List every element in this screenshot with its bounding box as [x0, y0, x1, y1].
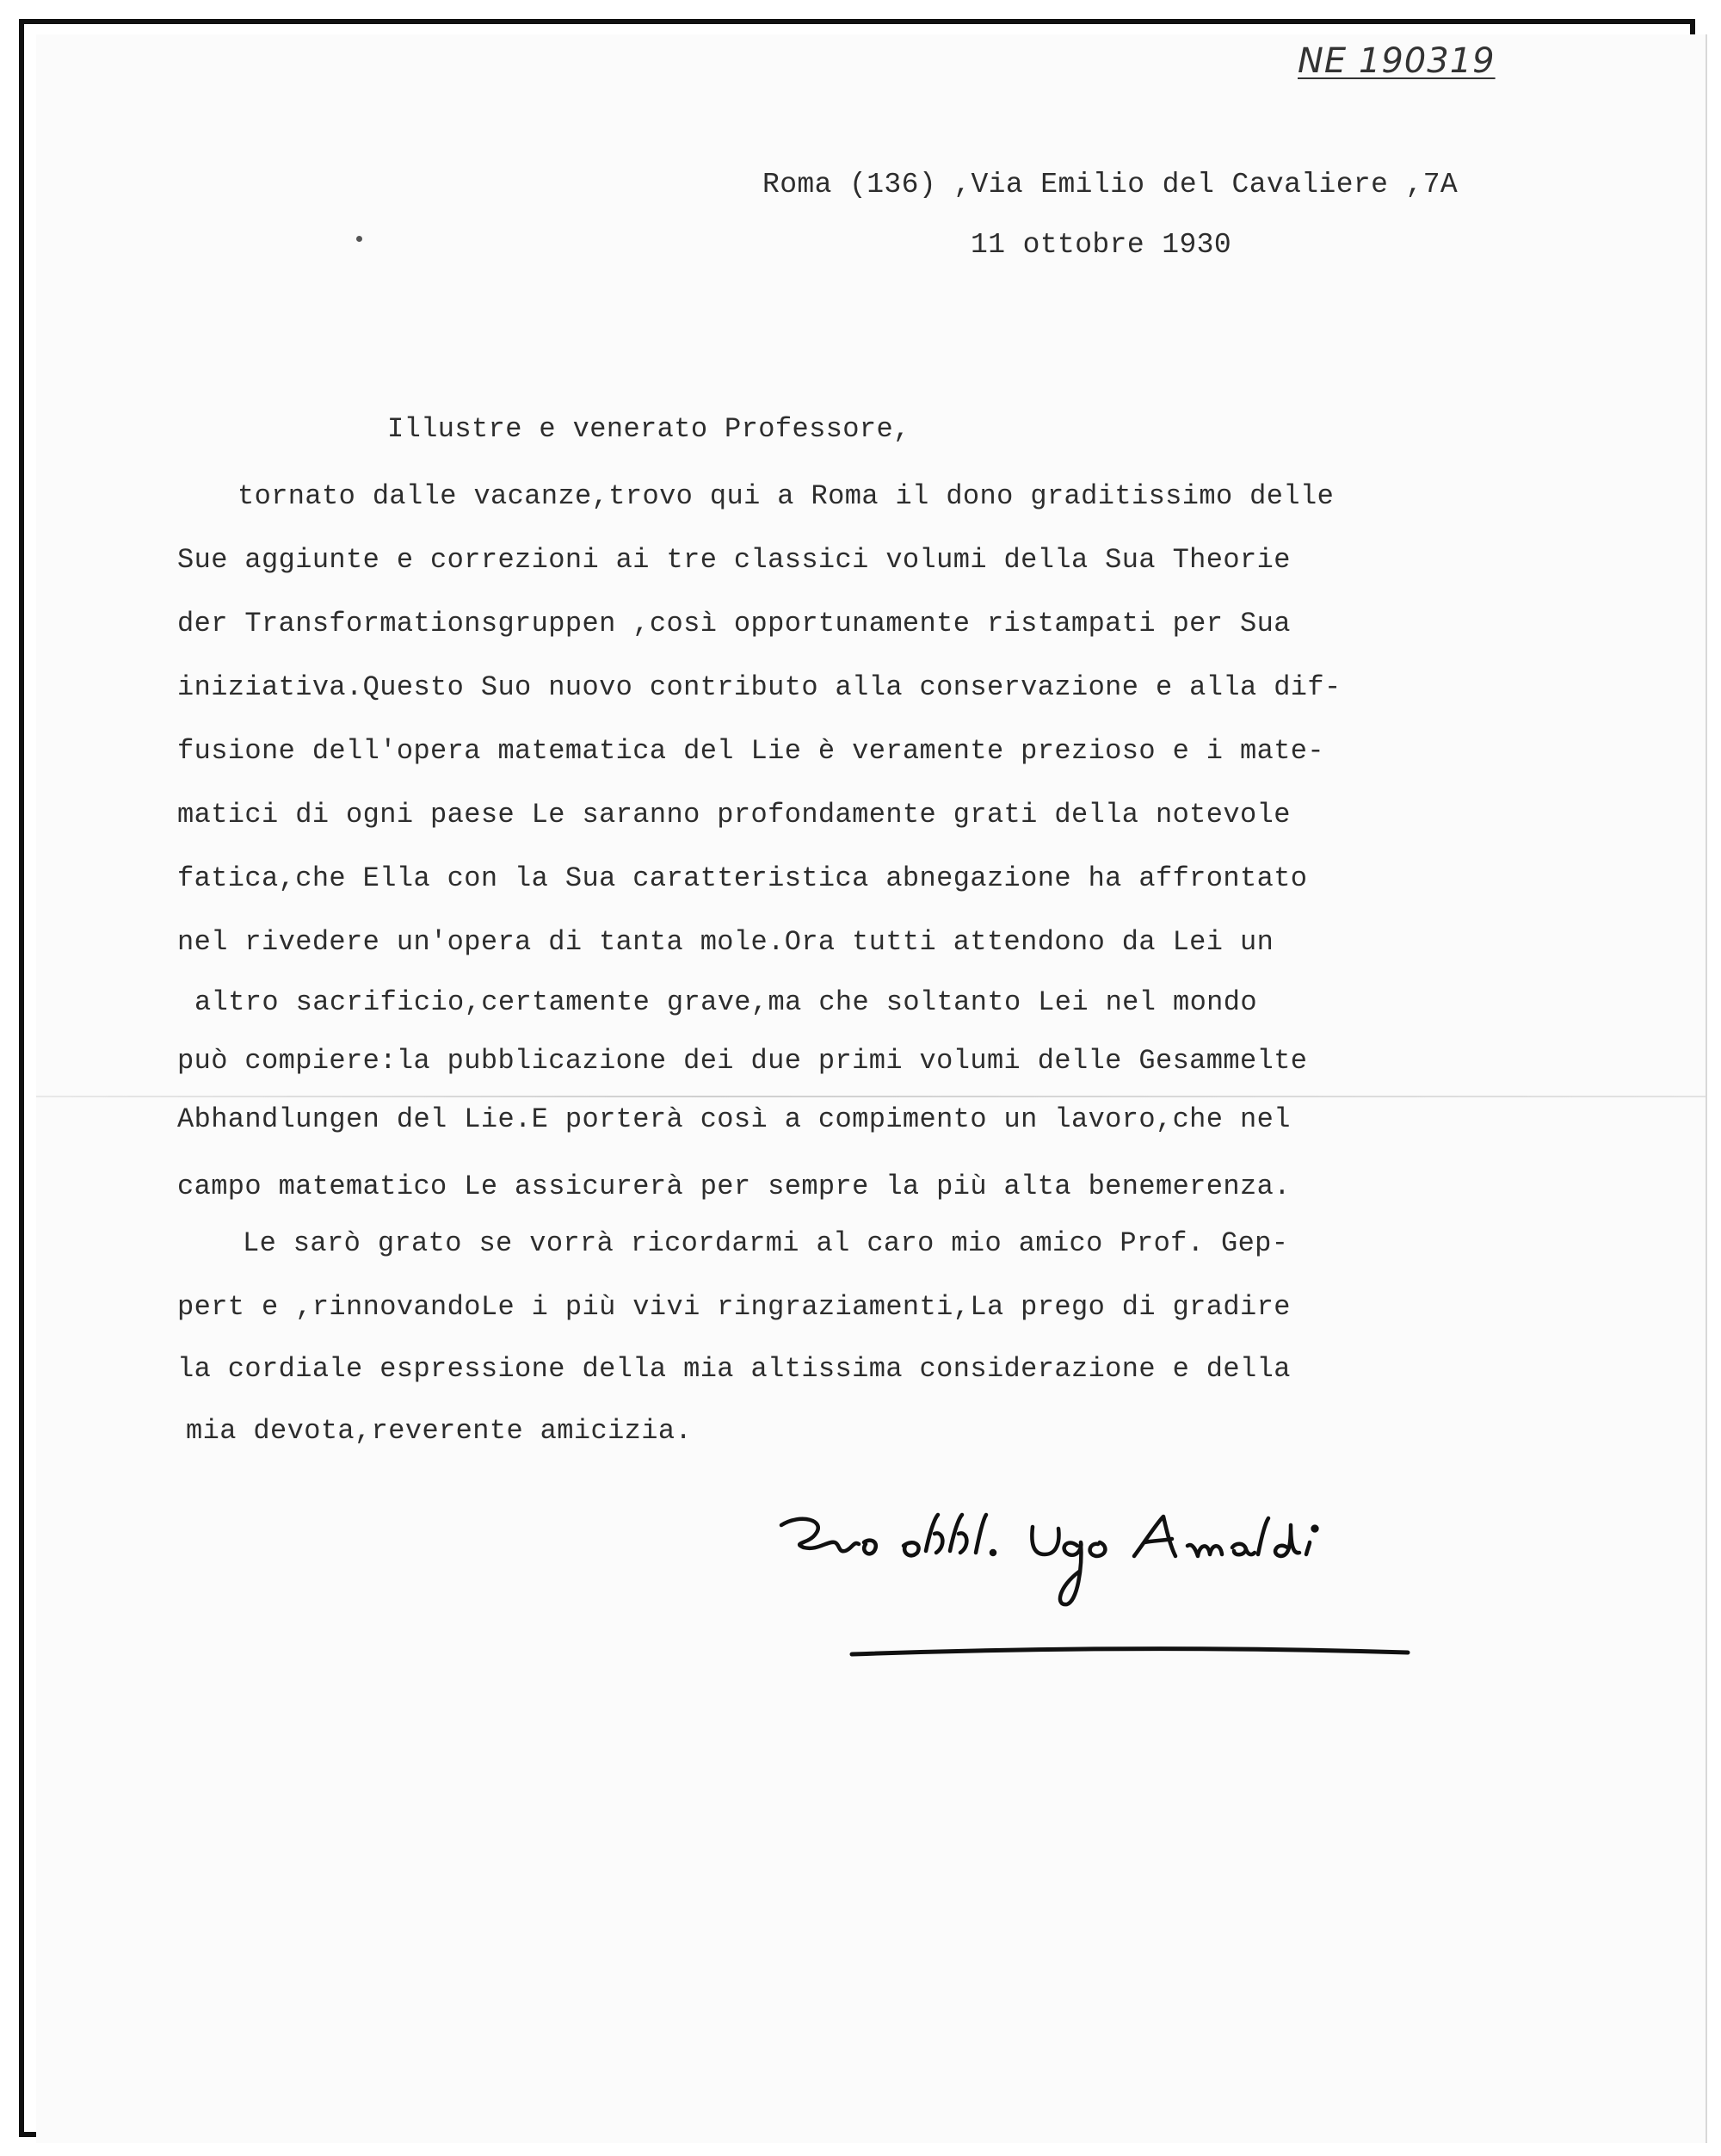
- body-line: nel rivedere un'opera di tanta mole.Ora tutti attendono da Lei un: [177, 926, 1274, 958]
- salutation: Illustre e venerato Professore,: [387, 413, 910, 445]
- body-line: fusione dell'opera matematica del Lie è veramente prezioso e i mate-: [177, 735, 1325, 767]
- ink-speck: [356, 236, 362, 242]
- body-line: campo matematico Le assicurerà per sempre la più alta benemerenza.: [177, 1171, 1291, 1202]
- body-line: la cordiale espressione della mia altissima considerazione e della: [177, 1353, 1291, 1385]
- body-line: altro sacrificio,certamente grave,ma che soltanto Lei nel mondo: [194, 986, 1257, 1018]
- body-line: mia devota,reverente amicizia.: [186, 1415, 693, 1447]
- body-line: può compiere:la pubblicazione dei due primi volumi delle Gesammelte: [177, 1045, 1308, 1077]
- body-line: fatica,che Ella con la Sua caratteristica abnegazione ha affrontato: [177, 862, 1308, 894]
- body-line: der Transformationsgruppen ,così opportunamente ristampati per Sua: [177, 608, 1291, 639]
- body-line: tornato dalle vacanze,trovo qui a Roma il dono graditissimo delle: [237, 480, 1335, 512]
- letter-date: 11 ottobre 1930: [971, 229, 1232, 261]
- sender-address: Roma (136) ,Via Emilio del Cavaliere ,7A: [762, 169, 1459, 201]
- body-line: Sue aggiunte e correzioni ai tre classici volumi della Sua Theorie: [177, 544, 1291, 576]
- handwritten-signature: [774, 1508, 1411, 1663]
- archive-number: NE 190319: [1298, 41, 1496, 81]
- body-line: Abhandlungen del Lie.E porterà così a compimento un lavoro,che nel: [177, 1103, 1291, 1135]
- letter-sheet: [36, 34, 1707, 2143]
- body-line: Le sarò grato se vorrà ricordarmi al caro mio amico Prof. Gep-: [243, 1227, 1289, 1259]
- body-line: matici di ogni paese Le saranno profondamente grati della notevole: [177, 799, 1291, 831]
- body-line: iniziativa.Questo Suo nuovo contributo alla conservazione e alla dif-: [177, 671, 1342, 703]
- scan-frame: [19, 19, 1695, 2137]
- body-line: pert e ,rinnovandoLe i più vivi ringraziamenti,La prego di gradire: [177, 1291, 1291, 1323]
- paper-fold-line: [36, 1096, 1706, 1097]
